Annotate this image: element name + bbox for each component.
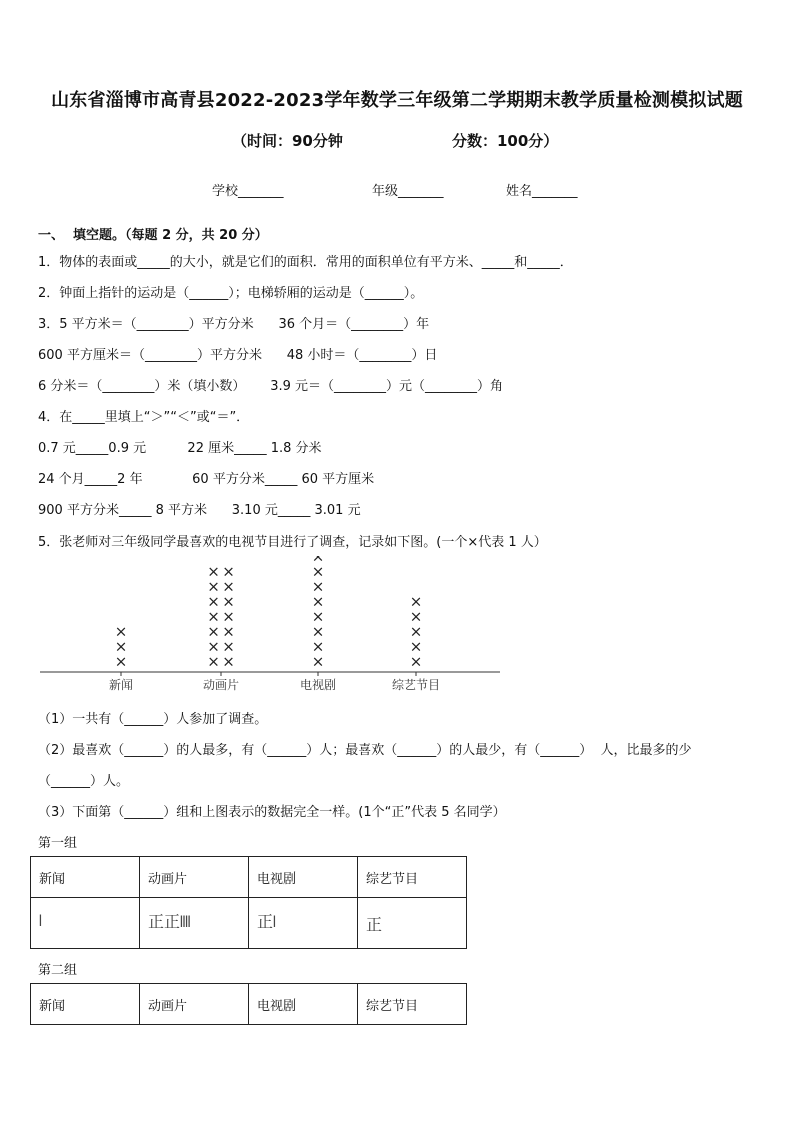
group-1-header-news: 新闻 (31, 857, 140, 898)
pictograph-mark: × (311, 556, 325, 566)
question-5-sub-3: （3）下面第（______）组和上图表示的数据完全一样。(1个“正”代表 5 名同学） (38, 805, 506, 820)
question-1: 1．物体的表面或_____的大小，就是它们的面积．常用的面积单位有平方米、_____和_____． (38, 255, 573, 270)
pictograph-mark: × (311, 637, 325, 656)
pictograph-mark: × (409, 652, 423, 671)
pictograph-mark: × (311, 652, 325, 671)
question-5-sub-2-continued: （______）人。 (38, 774, 130, 789)
pictograph-mark: × (222, 637, 235, 656)
question-5-sub-1: （1）一共有（______）人参加了调查。 (38, 712, 268, 727)
exam-time: （时间：90分钟 (232, 132, 343, 150)
question-3-line-2: 600 平方厘米＝（________）平方分米 48 小时＝（________）日 (38, 348, 438, 363)
pictograph-mark: × (409, 637, 423, 656)
school-field: 学校_______ (212, 184, 284, 199)
page-title: 山东省淄博市高青县2022-2023学年数学三年级第二学期期末教学质量检测模拟试题 (51, 90, 743, 111)
group-1-tally-news: 𝍩 (39, 910, 42, 930)
pictograph-category-label: 电视剧 (299, 678, 337, 692)
pictograph-mark: × (207, 607, 220, 626)
question-5: 5．张老师对三年级同学最喜欢的电视节目进行了调查，记录如下图。(一个×代表 1 人） (38, 535, 547, 550)
pictograph-mark: × (409, 622, 423, 641)
question-2: 2．钟面上指针的运动是（______）；电梯轿厢的运动是（______）。 (38, 286, 424, 301)
pictograph-mark: × (207, 562, 220, 581)
pictograph-mark: × (409, 592, 423, 611)
pictograph-mark: × (409, 607, 423, 626)
group-1-header-drama: 电视剧 (249, 857, 358, 898)
section-heading: 一、 填空题。（每题 2 分，共 20 分） (38, 228, 268, 243)
pictograph-svg (38, 556, 508, 696)
question-3-line-3: 6 分米＝（________）米（填小数） 3.9 元＝（________）元（________）角 (38, 379, 504, 394)
pictograph-mark: × (222, 652, 235, 671)
pictograph-mark: × (222, 607, 235, 626)
pictograph-mark: × (114, 652, 128, 671)
pictograph-mark: × (207, 637, 220, 656)
pictograph-mark: × (222, 622, 235, 641)
group-1-header-cartoon: 动画片 (140, 857, 249, 898)
pictograph-category-label: 动画片 (202, 678, 240, 692)
question-5-sub-2: （2）最喜欢（______）的人最多，有（______）人；最喜欢（______）的人最少，有（______） 人，比最多的少 (38, 743, 692, 758)
group-2-header-drama: 电视剧 (249, 984, 358, 1025)
question-4: 4．在_____里填上“＞”“＜”或“＝”． (38, 410, 250, 425)
group-2-header-news: 新闻 (31, 984, 140, 1025)
pictograph-mark: × (207, 652, 220, 671)
pictograph-mark: × (222, 562, 235, 581)
group-1-label: 第一组 (38, 836, 78, 851)
pictograph-mark: × (114, 622, 128, 641)
question-3-line-1: 3．5 平方米＝（________）平方分米 36 个月＝（________）年 (38, 317, 430, 332)
group-1-header-variety: 综艺节目 (358, 857, 467, 898)
pictograph-mark: × (311, 562, 325, 581)
exam-score: 分数：100分） (452, 132, 559, 150)
pictograph-mark: × (207, 622, 220, 641)
group-2-table (30, 983, 467, 1025)
group-1-table (30, 856, 467, 949)
pictograph-mark: × (222, 577, 235, 596)
pictograph-category-label: 新闻 (108, 678, 134, 692)
pictograph-mark: × (311, 592, 325, 611)
pictograph-category-label: 综艺节目 (391, 678, 441, 692)
group-2-header-variety: 综艺节目 (358, 984, 467, 1025)
pictograph-mark: × (311, 622, 325, 641)
pictograph-mark: × (207, 577, 220, 596)
question-4-line-1: 0.7 元_____0.9 元 22 厘米_____ 1.8 分米 (38, 441, 322, 456)
pictograph-mark: × (222, 592, 235, 611)
group-1-tally-drama: 正𝍩 (257, 911, 276, 931)
group-1-tally-cartoon: 正正𝍬 (148, 911, 191, 931)
tv-program-pictograph (38, 556, 508, 696)
pictograph-mark: × (114, 637, 128, 656)
question-4-line-3: 900 平方分米_____ 8 平方米 3.10 元_____ 3.01 元 (38, 503, 361, 518)
pictograph-mark: × (207, 592, 220, 611)
group-1-tally-variety: 正 (366, 914, 383, 934)
question-4-line-2: 24 个月_____2 年 60 平方分米_____ 60 平方厘米 (38, 472, 375, 487)
name-field: 姓名_______ (506, 184, 578, 199)
grade-field: 年级_______ (372, 184, 444, 199)
pictograph-mark: × (311, 577, 325, 596)
group-2-label: 第二组 (38, 963, 78, 978)
group-2-header-cartoon: 动画片 (140, 984, 249, 1025)
pictograph-mark: × (311, 607, 325, 626)
